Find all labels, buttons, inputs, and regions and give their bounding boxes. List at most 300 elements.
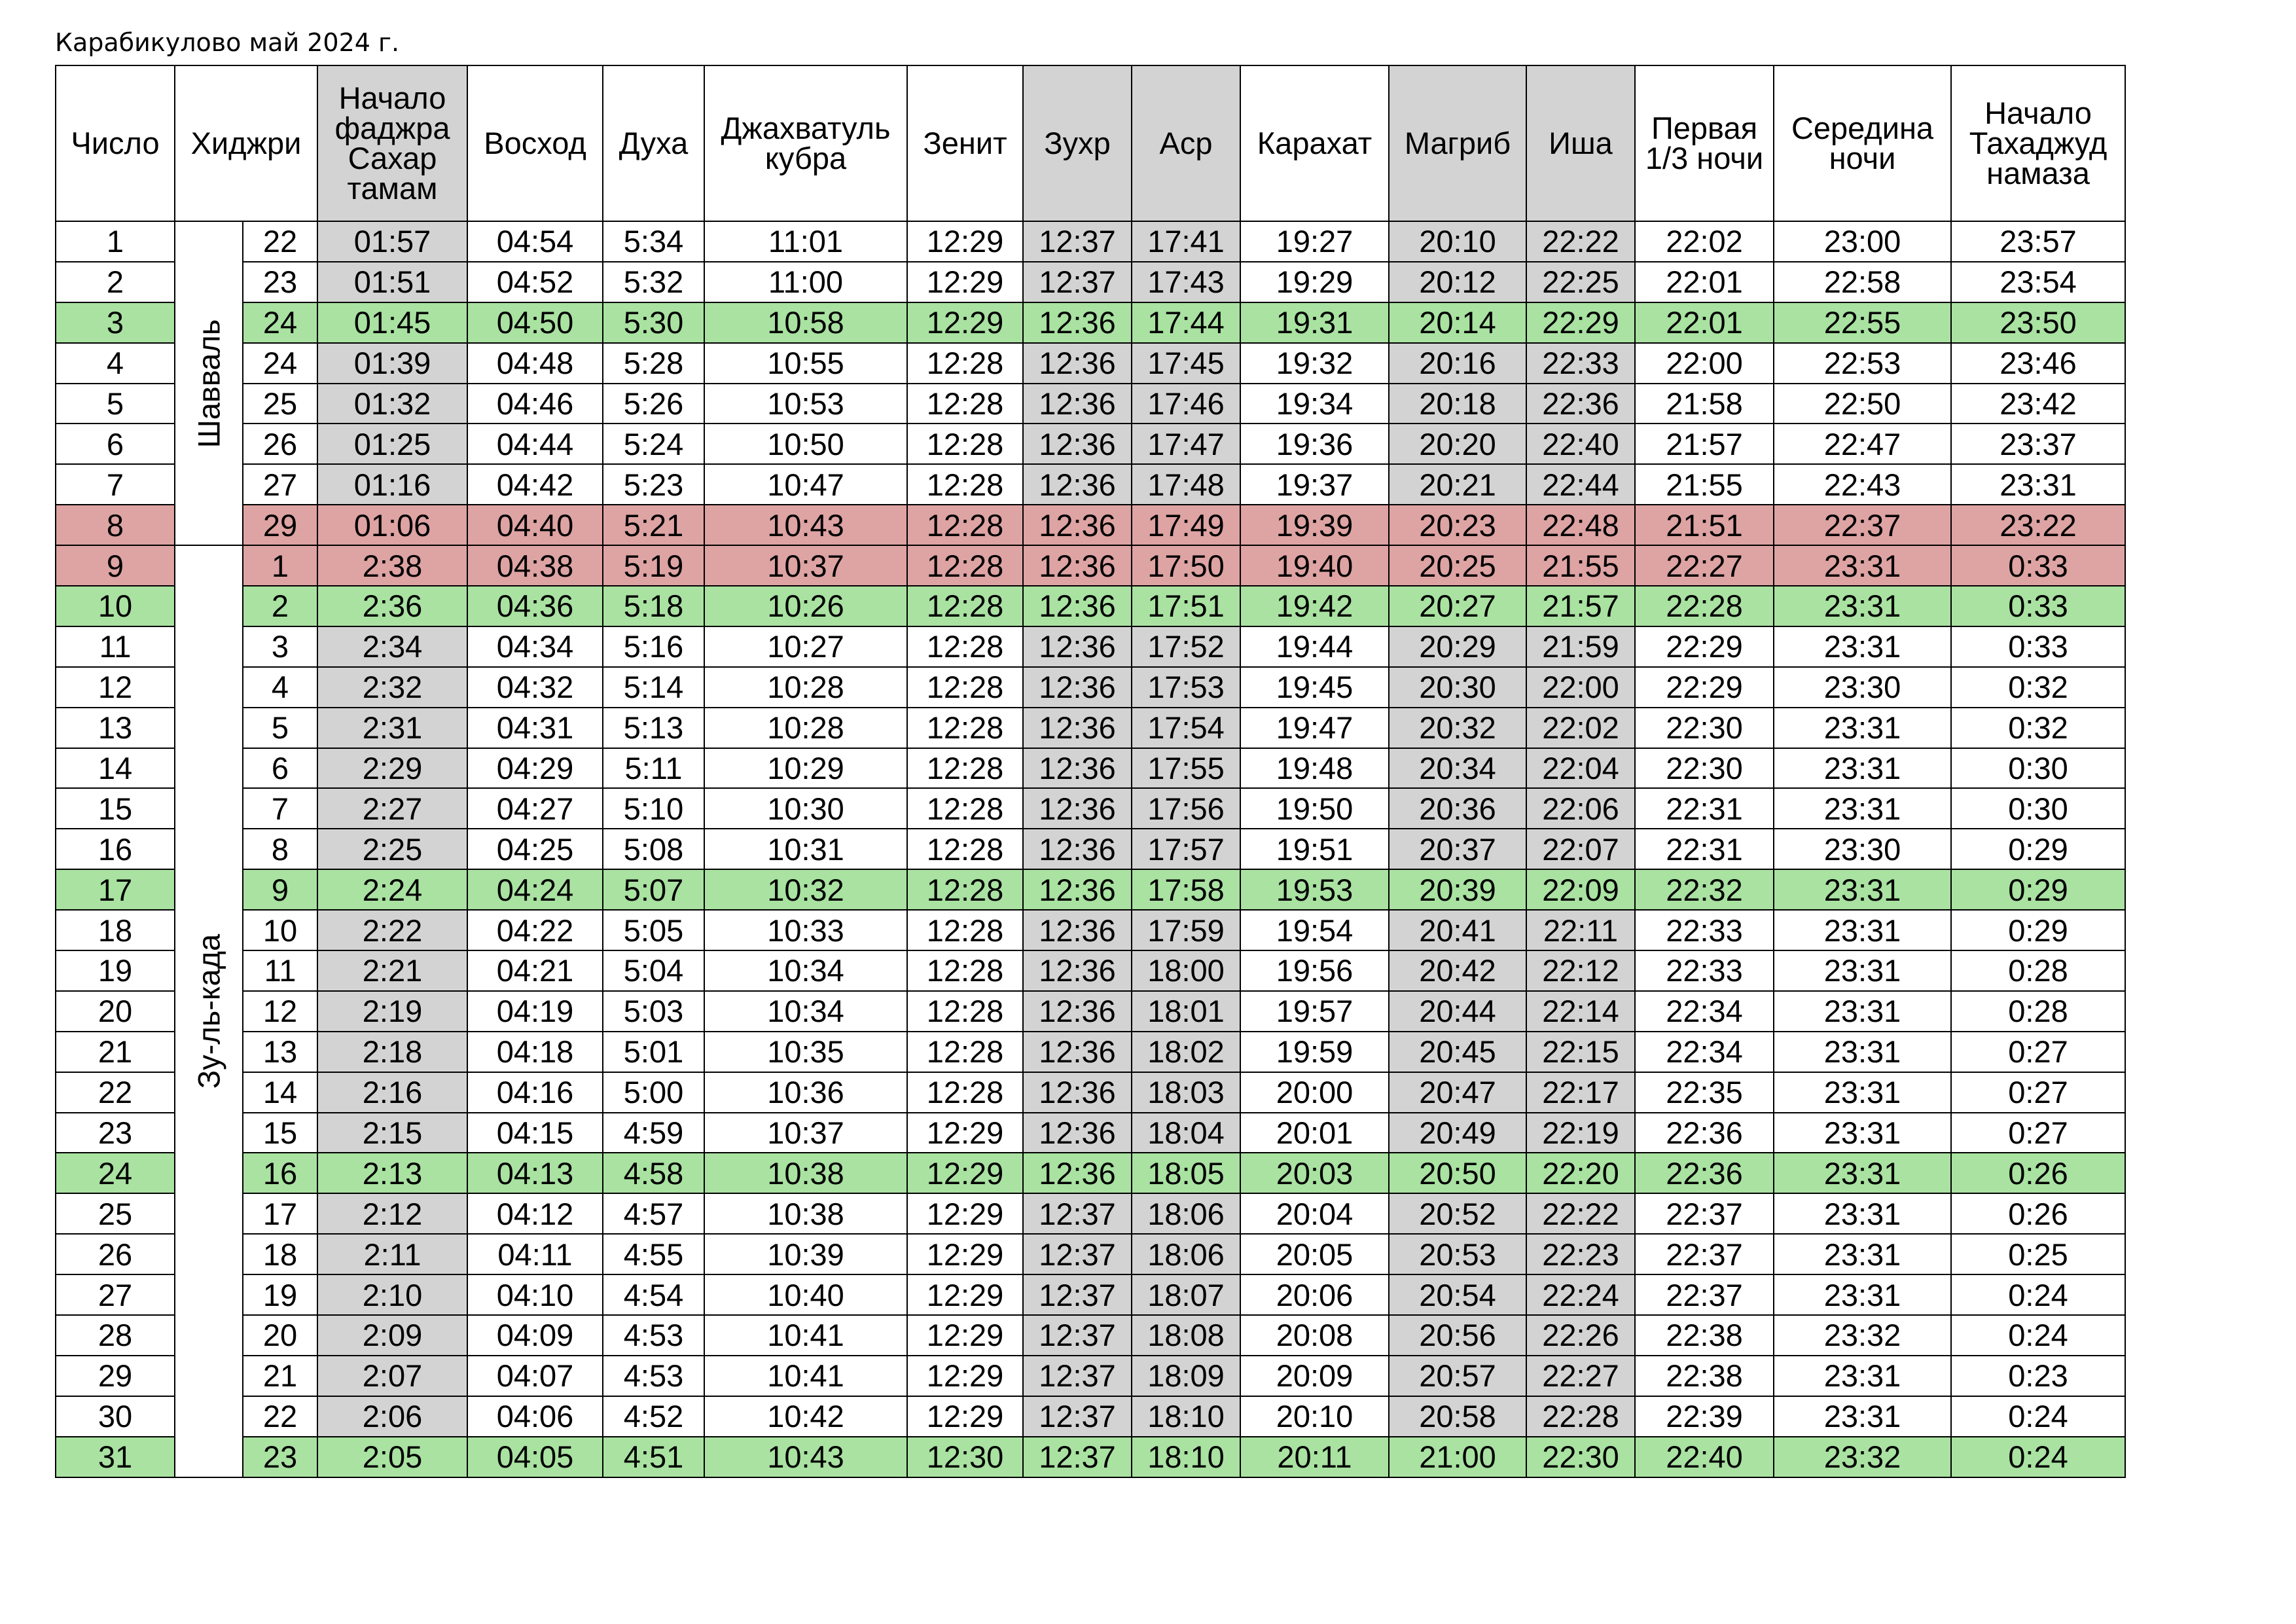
jahvatul-cell: 10:37 xyxy=(704,545,907,586)
maghrib-cell: 20:42 xyxy=(1389,950,1526,991)
zenith-cell: 12:28 xyxy=(907,991,1023,1032)
fajr-cell: 2:19 xyxy=(317,991,467,1032)
jahvatul-cell: 10:47 xyxy=(704,464,907,505)
midnight-cell: 23:31 xyxy=(1774,545,1951,586)
prayer-times-table xyxy=(55,65,2126,1478)
asr-cell: 18:00 xyxy=(1132,950,1240,991)
tahajjud-cell: 23:37 xyxy=(1951,424,2125,464)
first-third-cell: 22:30 xyxy=(1635,748,1774,789)
zenith-cell: 12:29 xyxy=(907,221,1023,262)
header-zenith: Зенит xyxy=(907,65,1023,221)
table-row xyxy=(56,1437,2125,1477)
zenith-cell: 12:29 xyxy=(907,1274,1023,1315)
fajr-cell: 01:39 xyxy=(317,343,467,384)
fajr-cell: 2:34 xyxy=(317,626,467,667)
tahajjud-cell: 0:33 xyxy=(1951,626,2125,667)
hijri-day-cell: 24 xyxy=(243,302,317,343)
maghrib-cell: 20:37 xyxy=(1389,829,1526,869)
asr-cell: 18:03 xyxy=(1132,1072,1240,1113)
asr-cell: 18:06 xyxy=(1132,1193,1240,1234)
karahat-cell: 19:42 xyxy=(1240,586,1389,626)
karahat-cell: 19:36 xyxy=(1240,424,1389,464)
fajr-cell: 01:45 xyxy=(317,302,467,343)
asr-cell: 17:53 xyxy=(1132,667,1240,708)
hijri-day-cell: 20 xyxy=(243,1315,317,1356)
first-third-cell: 22:29 xyxy=(1635,626,1774,667)
first-third-cell: 22:37 xyxy=(1635,1193,1774,1234)
day-cell: 26 xyxy=(56,1234,175,1274)
fajr-cell: 2:15 xyxy=(317,1113,467,1153)
fajr-cell: 2:09 xyxy=(317,1315,467,1356)
midnight-cell: 23:31 xyxy=(1774,1153,1951,1193)
zenith-cell: 12:28 xyxy=(907,384,1023,424)
table-row xyxy=(56,788,2125,829)
zenith-cell: 12:29 xyxy=(907,1396,1023,1437)
jahvatul-cell: 10:35 xyxy=(704,1032,907,1072)
zenith-cell: 12:29 xyxy=(907,302,1023,343)
jahvatul-cell: 10:26 xyxy=(704,586,907,626)
midnight-cell: 23:31 xyxy=(1774,1234,1951,1274)
asr-cell: 18:10 xyxy=(1132,1437,1240,1477)
zuhr-cell: 12:36 xyxy=(1023,1032,1132,1072)
hijri-day-cell: 24 xyxy=(243,343,317,384)
sunrise-cell: 04:32 xyxy=(467,667,603,708)
table-row xyxy=(56,1032,2125,1072)
midnight-cell: 23:31 xyxy=(1774,1072,1951,1113)
sunrise-cell: 04:18 xyxy=(467,1032,603,1072)
karahat-cell: 20:10 xyxy=(1240,1396,1389,1437)
table-row xyxy=(56,262,2125,302)
sunrise-cell: 04:38 xyxy=(467,545,603,586)
zuhr-cell: 12:37 xyxy=(1023,1274,1132,1315)
table-row xyxy=(56,748,2125,789)
zenith-cell: 12:29 xyxy=(907,1193,1023,1234)
jahvatul-cell: 10:30 xyxy=(704,788,907,829)
zuhr-cell: 12:36 xyxy=(1023,464,1132,505)
karahat-cell: 19:57 xyxy=(1240,991,1389,1032)
isha-cell: 22:40 xyxy=(1526,424,1635,464)
asr-cell: 18:10 xyxy=(1132,1396,1240,1437)
first-third-cell: 22:37 xyxy=(1635,1274,1774,1315)
zenith-cell: 12:28 xyxy=(907,545,1023,586)
sunrise-cell: 04:21 xyxy=(467,950,603,991)
zenith-cell: 12:28 xyxy=(907,829,1023,869)
zuhr-cell: 12:36 xyxy=(1023,667,1132,708)
table-row xyxy=(56,221,2125,262)
tahajjud-cell: 23:22 xyxy=(1951,505,2125,545)
jahvatul-cell: 10:53 xyxy=(704,384,907,424)
zuhr-cell: 12:36 xyxy=(1023,991,1132,1032)
tahajjud-cell: 23:54 xyxy=(1951,262,2125,302)
duha-cell: 5:28 xyxy=(603,343,704,384)
karahat-cell: 19:31 xyxy=(1240,302,1389,343)
zuhr-cell: 12:36 xyxy=(1023,384,1132,424)
isha-cell: 22:24 xyxy=(1526,1274,1635,1315)
hijri-day-cell: 14 xyxy=(243,1072,317,1113)
day-cell: 15 xyxy=(56,788,175,829)
hijri-day-cell: 5 xyxy=(243,708,317,748)
isha-cell: 22:09 xyxy=(1526,869,1635,910)
sunrise-cell: 04:10 xyxy=(467,1274,603,1315)
sunrise-cell: 04:15 xyxy=(467,1113,603,1153)
duha-cell: 4:53 xyxy=(603,1315,704,1356)
fajr-cell: 2:12 xyxy=(317,1193,467,1234)
zenith-cell: 12:28 xyxy=(907,869,1023,910)
midnight-cell: 23:31 xyxy=(1774,1356,1951,1396)
isha-cell: 22:06 xyxy=(1526,788,1635,829)
day-cell: 4 xyxy=(56,343,175,384)
sunrise-cell: 04:40 xyxy=(467,505,603,545)
zenith-cell: 12:28 xyxy=(907,1072,1023,1113)
first-third-cell: 22:31 xyxy=(1635,788,1774,829)
maghrib-cell: 20:27 xyxy=(1389,586,1526,626)
asr-cell: 18:09 xyxy=(1132,1356,1240,1396)
duha-cell: 5:11 xyxy=(603,748,704,789)
table-row xyxy=(56,1072,2125,1113)
header-asr: Аср xyxy=(1132,65,1240,221)
isha-cell: 22:19 xyxy=(1526,1113,1635,1153)
jahvatul-cell: 10:28 xyxy=(704,708,907,748)
zuhr-cell: 12:36 xyxy=(1023,910,1132,950)
day-cell: 22 xyxy=(56,1072,175,1113)
hijri-day-cell: 12 xyxy=(243,991,317,1032)
karahat-cell: 20:09 xyxy=(1240,1356,1389,1396)
isha-cell: 22:26 xyxy=(1526,1315,1635,1356)
jahvatul-cell: 10:31 xyxy=(704,829,907,869)
fajr-cell: 2:06 xyxy=(317,1396,467,1437)
table-row xyxy=(56,950,2125,991)
midnight-cell: 23:31 xyxy=(1774,586,1951,626)
fajr-cell: 01:06 xyxy=(317,505,467,545)
asr-cell: 17:48 xyxy=(1132,464,1240,505)
karahat-cell: 19:32 xyxy=(1240,343,1389,384)
day-cell: 30 xyxy=(56,1396,175,1437)
table-row xyxy=(56,869,2125,910)
day-cell: 17 xyxy=(56,869,175,910)
zenith-cell: 12:29 xyxy=(907,1234,1023,1274)
karahat-cell: 19:34 xyxy=(1240,384,1389,424)
karahat-cell: 19:53 xyxy=(1240,869,1389,910)
header-jahvatul: Джахватуль кубра xyxy=(704,65,907,221)
tahajjud-cell: 0:29 xyxy=(1951,869,2125,910)
hijri-day-cell: 17 xyxy=(243,1193,317,1234)
midnight-cell: 23:31 xyxy=(1774,1032,1951,1072)
tahajjud-cell: 0:32 xyxy=(1951,708,2125,748)
hijri-day-cell: 7 xyxy=(243,788,317,829)
tahajjud-cell: 0:26 xyxy=(1951,1193,2125,1234)
asr-cell: 18:07 xyxy=(1132,1274,1240,1315)
isha-cell: 22:15 xyxy=(1526,1032,1635,1072)
jahvatul-cell: 10:58 xyxy=(704,302,907,343)
fajr-cell: 2:10 xyxy=(317,1274,467,1315)
maghrib-cell: 20:14 xyxy=(1389,302,1526,343)
karahat-cell: 20:01 xyxy=(1240,1113,1389,1153)
karahat-cell: 19:45 xyxy=(1240,667,1389,708)
fajr-cell: 2:11 xyxy=(317,1234,467,1274)
jahvatul-cell: 10:33 xyxy=(704,910,907,950)
tahajjud-cell: 0:23 xyxy=(1951,1356,2125,1396)
fajr-cell: 01:51 xyxy=(317,262,467,302)
maghrib-cell: 20:47 xyxy=(1389,1072,1526,1113)
jahvatul-cell: 10:42 xyxy=(704,1396,907,1437)
hijri-day-cell: 1 xyxy=(243,545,317,586)
sunrise-cell: 04:34 xyxy=(467,626,603,667)
zuhr-cell: 12:36 xyxy=(1023,1153,1132,1193)
jahvatul-cell: 10:37 xyxy=(704,1113,907,1153)
maghrib-cell: 20:44 xyxy=(1389,991,1526,1032)
month-label: Зу-ль-када xyxy=(191,933,226,1089)
sunrise-cell: 04:24 xyxy=(467,869,603,910)
isha-cell: 22:48 xyxy=(1526,505,1635,545)
first-third-cell: 22:33 xyxy=(1635,910,1774,950)
tahajjud-cell: 23:57 xyxy=(1951,221,2125,262)
day-cell: 9 xyxy=(56,545,175,586)
zenith-cell: 12:28 xyxy=(907,708,1023,748)
day-cell: 10 xyxy=(56,586,175,626)
month-label: Шавваль xyxy=(191,319,226,448)
duha-cell: 5:30 xyxy=(603,302,704,343)
maghrib-cell: 20:30 xyxy=(1389,667,1526,708)
table-row xyxy=(56,505,2125,545)
first-third-cell: 22:36 xyxy=(1635,1153,1774,1193)
sunrise-cell: 04:36 xyxy=(467,586,603,626)
isha-cell: 22:30 xyxy=(1526,1437,1635,1477)
tahajjud-cell: 0:27 xyxy=(1951,1072,2125,1113)
karahat-cell: 19:56 xyxy=(1240,950,1389,991)
isha-cell: 22:44 xyxy=(1526,464,1635,505)
table-row xyxy=(56,384,2125,424)
day-cell: 20 xyxy=(56,991,175,1032)
first-third-cell: 22:32 xyxy=(1635,869,1774,910)
asr-cell: 17:54 xyxy=(1132,708,1240,748)
tahajjud-cell: 0:29 xyxy=(1951,910,2125,950)
midnight-cell: 23:31 xyxy=(1774,1396,1951,1437)
maghrib-cell: 20:56 xyxy=(1389,1315,1526,1356)
isha-cell: 21:57 xyxy=(1526,586,1635,626)
tahajjud-cell: 0:27 xyxy=(1951,1032,2125,1072)
zuhr-cell: 12:37 xyxy=(1023,1356,1132,1396)
maghrib-cell: 20:53 xyxy=(1389,1234,1526,1274)
day-cell: 29 xyxy=(56,1356,175,1396)
fajr-cell: 2:25 xyxy=(317,829,467,869)
zuhr-cell: 12:36 xyxy=(1023,343,1132,384)
isha-cell: 22:23 xyxy=(1526,1234,1635,1274)
karahat-cell: 20:03 xyxy=(1240,1153,1389,1193)
maghrib-cell: 20:57 xyxy=(1389,1356,1526,1396)
jahvatul-cell: 10:38 xyxy=(704,1153,907,1193)
isha-cell: 22:17 xyxy=(1526,1072,1635,1113)
duha-cell: 5:18 xyxy=(603,586,704,626)
tahajjud-cell: 0:30 xyxy=(1951,788,2125,829)
zenith-cell: 12:28 xyxy=(907,667,1023,708)
karahat-cell: 20:08 xyxy=(1240,1315,1389,1356)
zuhr-cell: 12:36 xyxy=(1023,545,1132,586)
duha-cell: 5:01 xyxy=(603,1032,704,1072)
asr-cell: 17:41 xyxy=(1132,221,1240,262)
duha-cell: 5:14 xyxy=(603,667,704,708)
table-row xyxy=(56,1153,2125,1193)
tahajjud-cell: 0:30 xyxy=(1951,748,2125,789)
zenith-cell: 12:28 xyxy=(907,464,1023,505)
karahat-cell: 19:40 xyxy=(1240,545,1389,586)
jahvatul-cell: 10:29 xyxy=(704,748,907,789)
table-row xyxy=(56,708,2125,748)
first-third-cell: 22:40 xyxy=(1635,1437,1774,1477)
fajr-cell: 2:36 xyxy=(317,586,467,626)
month-cell-shawwal xyxy=(175,221,243,545)
document-title: Карабикулово май 2024 г. xyxy=(55,28,400,57)
table-row xyxy=(56,910,2125,950)
fajr-cell: 2:24 xyxy=(317,869,467,910)
jahvatul-cell: 10:43 xyxy=(704,505,907,545)
maghrib-cell: 20:21 xyxy=(1389,464,1526,505)
hijri-day-cell: 26 xyxy=(243,424,317,464)
midnight-cell: 23:31 xyxy=(1774,910,1951,950)
table-row xyxy=(56,991,2125,1032)
day-cell: 14 xyxy=(56,748,175,789)
jahvatul-cell: 10:32 xyxy=(704,869,907,910)
table-row xyxy=(56,464,2125,505)
header-midnight: Середина ночи xyxy=(1774,65,1951,221)
hijri-day-cell: 4 xyxy=(243,667,317,708)
zuhr-cell: 12:36 xyxy=(1023,424,1132,464)
day-cell: 8 xyxy=(56,505,175,545)
karahat-cell: 19:48 xyxy=(1240,748,1389,789)
zenith-cell: 12:28 xyxy=(907,343,1023,384)
day-cell: 28 xyxy=(56,1315,175,1356)
tahajjud-cell: 23:31 xyxy=(1951,464,2125,505)
hijri-day-cell: 19 xyxy=(243,1274,317,1315)
maghrib-cell: 20:25 xyxy=(1389,545,1526,586)
jahvatul-cell: 10:55 xyxy=(704,343,907,384)
sunrise-cell: 04:16 xyxy=(467,1072,603,1113)
fajr-cell: 2:29 xyxy=(317,748,467,789)
table-row xyxy=(56,1396,2125,1437)
asr-cell: 17:58 xyxy=(1132,869,1240,910)
maghrib-cell: 20:16 xyxy=(1389,343,1526,384)
hijri-day-cell: 25 xyxy=(243,384,317,424)
hijri-day-cell: 6 xyxy=(243,748,317,789)
maghrib-cell: 20:52 xyxy=(1389,1193,1526,1234)
header-isha: Иша xyxy=(1526,65,1635,221)
hijri-day-cell: 11 xyxy=(243,950,317,991)
midnight-cell: 23:30 xyxy=(1774,667,1951,708)
header-row xyxy=(56,65,2125,221)
sunrise-cell: 04:42 xyxy=(467,464,603,505)
sunrise-cell: 04:11 xyxy=(467,1234,603,1274)
first-third-cell: 22:39 xyxy=(1635,1396,1774,1437)
header-day: Число xyxy=(56,65,175,221)
day-cell: 7 xyxy=(56,464,175,505)
zuhr-cell: 12:36 xyxy=(1023,302,1132,343)
duha-cell: 5:13 xyxy=(603,708,704,748)
tahajjud-cell: 0:28 xyxy=(1951,991,2125,1032)
jahvatul-cell: 10:28 xyxy=(704,667,907,708)
maghrib-cell: 20:58 xyxy=(1389,1396,1526,1437)
table-row xyxy=(56,626,2125,667)
asr-cell: 17:46 xyxy=(1132,384,1240,424)
asr-cell: 18:04 xyxy=(1132,1113,1240,1153)
maghrib-cell: 20:32 xyxy=(1389,708,1526,748)
table-body xyxy=(56,221,2125,1477)
day-cell: 19 xyxy=(56,950,175,991)
maghrib-cell: 20:39 xyxy=(1389,869,1526,910)
tahajjud-cell: 0:32 xyxy=(1951,667,2125,708)
zuhr-cell: 12:37 xyxy=(1023,1193,1132,1234)
duha-cell: 5:16 xyxy=(603,626,704,667)
asr-cell: 17:45 xyxy=(1132,343,1240,384)
jahvatul-cell: 10:41 xyxy=(704,1315,907,1356)
isha-cell: 21:59 xyxy=(1526,626,1635,667)
jahvatul-cell: 10:34 xyxy=(704,991,907,1032)
tahajjud-cell: 0:27 xyxy=(1951,1113,2125,1153)
karahat-cell: 19:44 xyxy=(1240,626,1389,667)
table-row xyxy=(56,545,2125,586)
first-third-cell: 22:01 xyxy=(1635,302,1774,343)
jahvatul-cell: 10:50 xyxy=(704,424,907,464)
asr-cell: 17:49 xyxy=(1132,505,1240,545)
zuhr-cell: 12:37 xyxy=(1023,1234,1132,1274)
asr-cell: 18:06 xyxy=(1132,1234,1240,1274)
isha-cell: 22:11 xyxy=(1526,910,1635,950)
table-row xyxy=(56,302,2125,343)
day-cell: 21 xyxy=(56,1032,175,1072)
fajr-cell: 2:27 xyxy=(317,788,467,829)
midnight-cell: 23:31 xyxy=(1774,1193,1951,1234)
isha-cell: 22:36 xyxy=(1526,384,1635,424)
tahajjud-cell: 0:33 xyxy=(1951,586,2125,626)
karahat-cell: 19:47 xyxy=(1240,708,1389,748)
sunrise-cell: 04:07 xyxy=(467,1356,603,1396)
fajr-cell: 2:32 xyxy=(317,667,467,708)
karahat-cell: 19:39 xyxy=(1240,505,1389,545)
jahvatul-cell: 10:39 xyxy=(704,1234,907,1274)
midnight-cell: 22:53 xyxy=(1774,343,1951,384)
table-row xyxy=(56,1193,2125,1234)
maghrib-cell: 20:29 xyxy=(1389,626,1526,667)
first-third-cell: 22:34 xyxy=(1635,991,1774,1032)
hijri-day-cell: 9 xyxy=(243,869,317,910)
midnight-cell: 23:30 xyxy=(1774,829,1951,869)
duha-cell: 5:00 xyxy=(603,1072,704,1113)
fajr-cell: 01:32 xyxy=(317,384,467,424)
header-tahajjud: Начало Тахаджуд намаза xyxy=(1951,65,2125,221)
karahat-cell: 19:50 xyxy=(1240,788,1389,829)
first-third-cell: 22:29 xyxy=(1635,667,1774,708)
first-third-cell: 22:28 xyxy=(1635,586,1774,626)
duha-cell: 5:03 xyxy=(603,991,704,1032)
midnight-cell: 22:37 xyxy=(1774,505,1951,545)
table-row xyxy=(56,586,2125,626)
midnight-cell: 22:43 xyxy=(1774,464,1951,505)
isha-cell: 22:27 xyxy=(1526,1356,1635,1396)
duha-cell: 5:10 xyxy=(603,788,704,829)
hijri-day-cell: 29 xyxy=(243,505,317,545)
isha-cell: 22:14 xyxy=(1526,991,1635,1032)
asr-cell: 17:56 xyxy=(1132,788,1240,829)
karahat-cell: 20:05 xyxy=(1240,1234,1389,1274)
header-zuhr: Зухр xyxy=(1023,65,1132,221)
tahajjud-cell: 0:25 xyxy=(1951,1234,2125,1274)
sunrise-cell: 04:05 xyxy=(467,1437,603,1477)
jahvatul-cell: 11:01 xyxy=(704,221,907,262)
zuhr-cell: 12:36 xyxy=(1023,788,1132,829)
sunrise-cell: 04:27 xyxy=(467,788,603,829)
hijri-day-cell: 8 xyxy=(243,829,317,869)
midnight-cell: 23:31 xyxy=(1774,991,1951,1032)
midnight-cell: 23:31 xyxy=(1774,626,1951,667)
first-third-cell: 22:36 xyxy=(1635,1113,1774,1153)
